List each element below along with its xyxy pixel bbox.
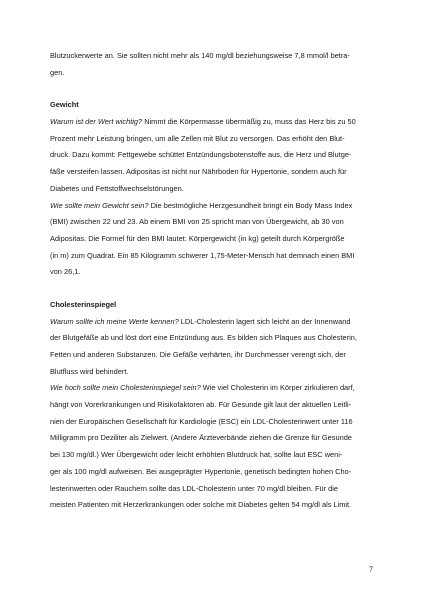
section-heading-cholesterin: Cholesterinspiegel xyxy=(50,299,117,309)
text-line xyxy=(50,380,386,397)
question-text: Warum ist der Wert wichtig? xyxy=(50,117,143,127)
text-line xyxy=(50,198,386,215)
text-line: der Blutgefäße ab und löst dort eine Entzündung aus. Es bilden sich Plaques aus Cholesterin, xyxy=(50,333,357,343)
text-line: hängt von Vorerkrankungen und Risikofaktoren ab. Für Gesunde gilt laut der aktuellen Leitli- xyxy=(50,400,352,410)
text-line: Blutfluss wird behindert. xyxy=(50,366,129,376)
text-line: Blutzuckerwerte an. Sie sollten nicht mehr als 140 mg/dl beziehungsweise 7,8 mmol/l betra- xyxy=(50,51,350,60)
text-line: ger als 100 mg/dl aufweisen. Bei ausgeprägter Hypertonie, genetisch bedingten hohen Cho- xyxy=(50,466,352,476)
text-line: Milligramm pro Deziliter als Zielwert. (Andere Ärzteverbände ziehen die Grenze für Gesunde xyxy=(50,433,352,443)
question-text: Wie sollte mein Gewicht sein? xyxy=(50,200,149,210)
text-line: bei 130 mg/dl.) Wer Übergewicht oder leicht erhöhten Blutdruck hat, sollte laut ESC weni- xyxy=(50,450,343,460)
text-line: Diabetes und Fettstoffwechselstörungen. xyxy=(50,183,184,193)
answer-text: Die bestmögliche Herzgesundheit bringt ein Body Mass Index xyxy=(148,200,353,210)
text-line: nien der Europäischen Gesellschaft für Kardiologie (ESC) ein LDL-Cholesterinwert unter 116 xyxy=(50,416,353,426)
question-text: Warum sollte ich meine Werte kennen? xyxy=(50,316,179,326)
question-text: Wie hoch sollte mein Cholesterinspiegel sein? xyxy=(50,383,201,393)
text-line xyxy=(50,314,386,331)
section-heading-gewicht: Gewicht xyxy=(50,100,79,110)
answer-text: LDL-Cholesterin lagert sich leicht an der Innenwand xyxy=(178,316,351,326)
text-line: (in m) zum Quadrat. Ein 85 Kilogramm schwerer 1,75-Meter-Mensch hat demnach einen BMI xyxy=(50,250,355,260)
text-line: fäße versteifen lassen. Adipositas ist nicht nur Nährboden für Hypertonie, sondern auch für xyxy=(50,167,347,177)
text-line: Prozent mehr Leistung bringen, um alle Zellen mit Blut zu versorgen. Das erhöht den Blut- xyxy=(50,133,345,143)
page-number: 7 xyxy=(369,565,373,574)
paragraph-gap xyxy=(50,81,386,97)
answer-text: Wie viel Cholesterin im Körper zirkulieren darf, xyxy=(200,383,355,393)
paragraph-gap xyxy=(50,281,386,297)
text-line: meisten Patienten mit Herzerkrankungen oder solche mit Diabetes gelten 54 mg/dl als Limit. xyxy=(50,500,352,510)
text-line: Fetten und anderen Substanzen. Die Gefäße verhärten, ihr Durchmesser verengt sich, der xyxy=(50,350,346,359)
text-line xyxy=(50,114,386,131)
text-line: (BMI) zwischen 22 und 23. Ab einem BMI von 25 spricht man von Übergewicht, ab 30 von xyxy=(50,217,344,227)
text-line: gen. xyxy=(50,67,65,77)
body-text xyxy=(50,48,386,514)
text-line: lesterinwerten oder Rauchern sollte das LDL-Cholesterin unter 70 mg/dl bleiben. Für die xyxy=(50,483,338,493)
text-line: druck. Dazu kommt: Fettgewebe schüttet Entzündungsbotenstoffe aus, die Herz und Blutge- xyxy=(50,150,352,160)
answer-text: Nimmt die Körpermasse übermäßig zu, muss das Herz bis zu 50 xyxy=(142,117,356,127)
text-line: von 26,1. xyxy=(50,267,81,277)
text-line: Adipositas. Die Formel für den BMI lautet: Körpergewicht (in kg) geteilt durch Körpergröße xyxy=(50,233,345,243)
